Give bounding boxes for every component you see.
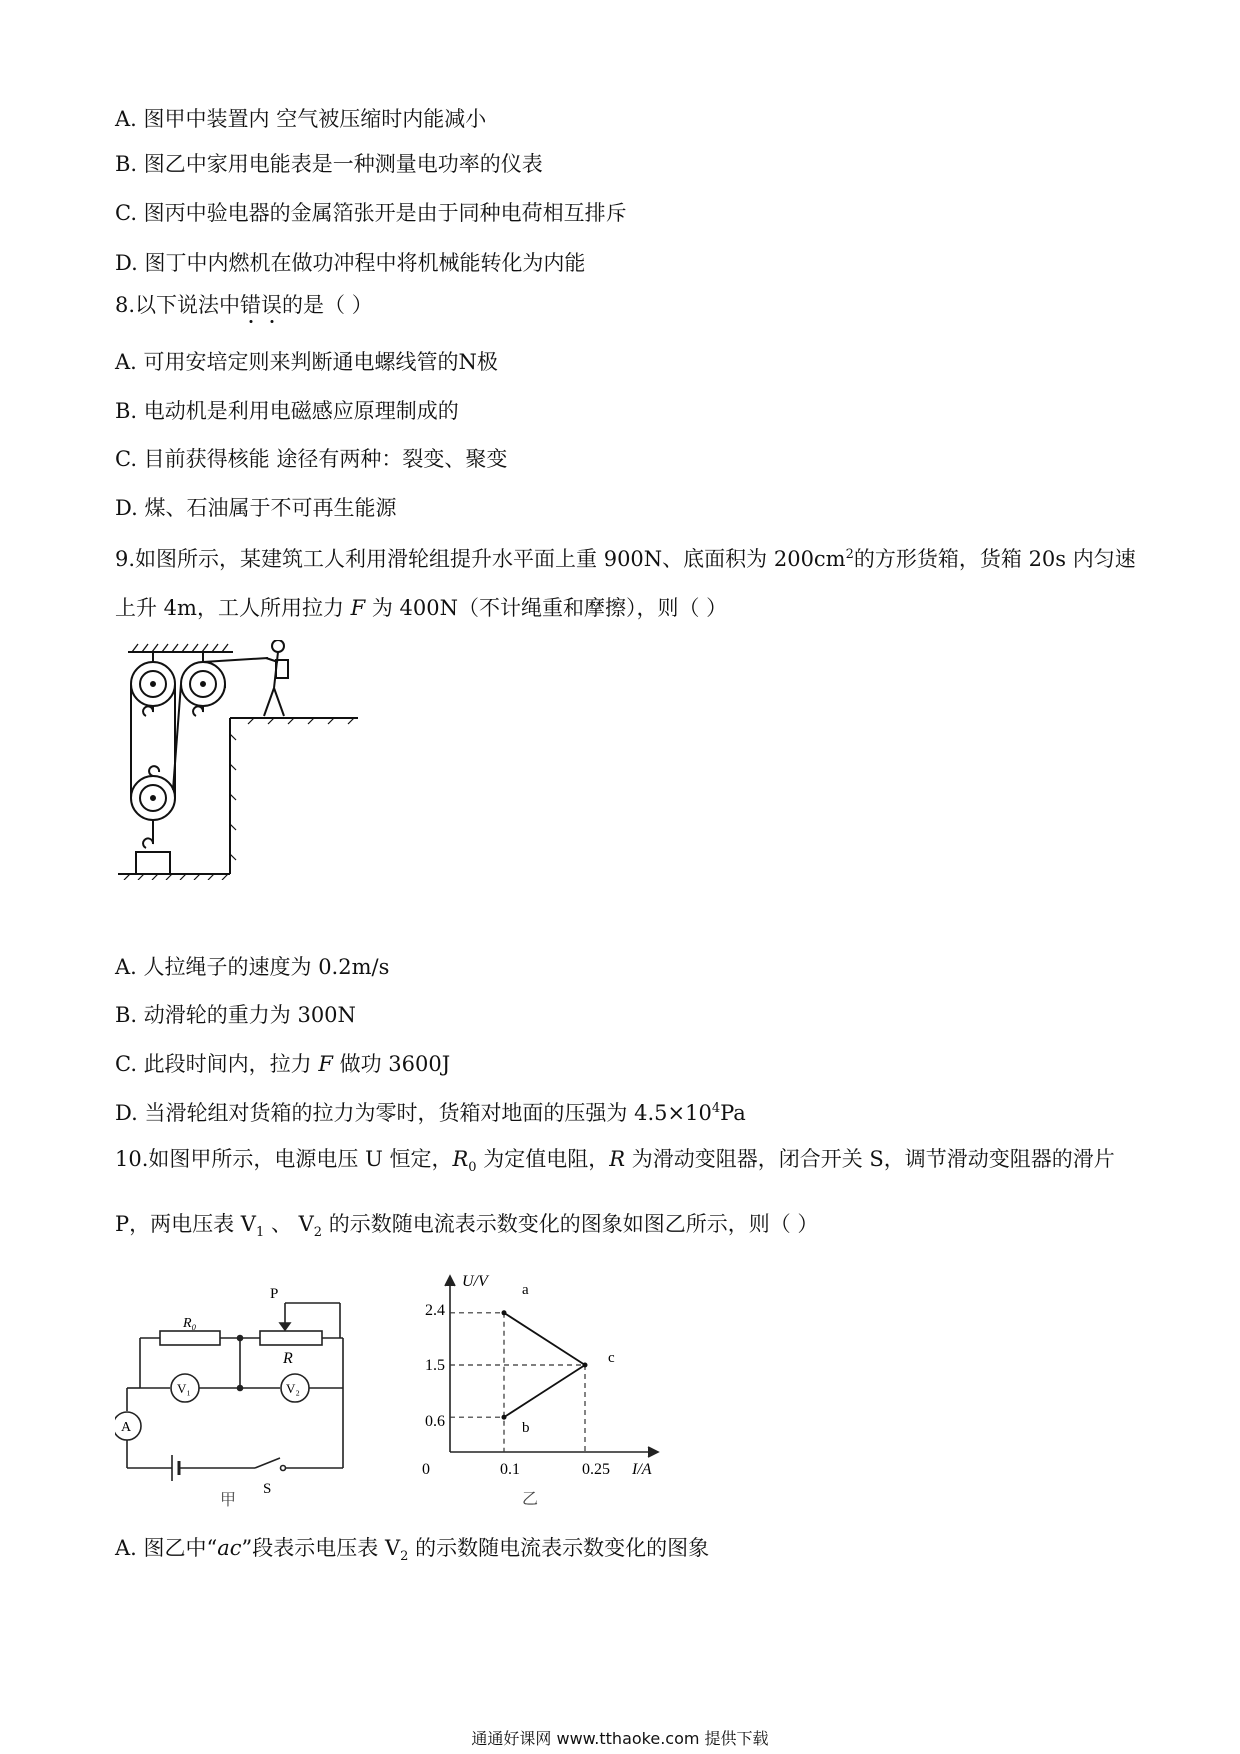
q9-option-a: A. 人拉绳子的速度为 0.2m/s	[115, 955, 390, 979]
q8-stem	[115, 293, 373, 318]
q10-option-a-ac: ac	[217, 1536, 242, 1560]
point-c-label: c	[608, 1350, 615, 1366]
point-c	[583, 1363, 588, 1368]
segment-bc	[504, 1365, 585, 1417]
q9-option-b: B. 动滑轮的重力为 300N	[115, 1003, 356, 1027]
graph-layer	[450, 1310, 588, 1452]
q9-option-c	[115, 1052, 450, 1077]
q9-line2-text: 上升 4m，工人所用拉力	[115, 596, 351, 620]
q10-option-a	[115, 1536, 710, 1565]
label-s: S	[263, 1481, 272, 1497]
q10-r-symbol: R	[609, 1147, 626, 1171]
q9-option-d	[115, 1101, 746, 1126]
rope-to-worker	[203, 658, 268, 662]
q8-option-d: D. 煤、石油属于不可再生能源	[115, 496, 397, 520]
slider-arrow	[280, 1323, 290, 1330]
q10-line2-text: P，两电压表 V	[115, 1212, 256, 1236]
circuit-diagram	[115, 1283, 385, 1508]
q8-stem-before: 8.以下说法中	[115, 293, 241, 317]
q10-line1-text: 10.如图甲所示，电源电压 U 恒定，	[115, 1147, 453, 1171]
resistor-r0	[160, 1331, 220, 1345]
circuit-caption: 甲	[220, 1492, 237, 1508]
q8-emphasis-1: 错	[240, 293, 262, 317]
ytick-1.5: 1.5	[425, 1357, 445, 1374]
label-v1: V₁	[177, 1381, 191, 1396]
q10-line2-text-c: 的示数随电流表示数变化的图象如图乙所示，则（ ）	[322, 1212, 819, 1236]
q10-option-a-text-c: 的示数随电流表示数变化的图象	[408, 1536, 710, 1560]
x-axis-label: I/A	[632, 1461, 652, 1478]
label-a: A	[121, 1420, 132, 1435]
q9-option-c-text-b: 做功 3600J	[332, 1052, 451, 1076]
q9-option-d-sup: 4	[711, 1101, 721, 1116]
q9-force-symbol: F	[350, 596, 366, 620]
q9-option-c-force: F	[318, 1052, 333, 1076]
q9-option-c-text: C. 此段时间内，拉力	[115, 1052, 319, 1076]
pulley-figure	[118, 640, 368, 880]
ui-graph	[410, 1272, 680, 1512]
label-r: R	[283, 1350, 293, 1367]
q10-v1-sub: 1	[255, 1225, 265, 1241]
q10-option-a-sub: 2	[400, 1549, 409, 1565]
point-a	[502, 1310, 507, 1315]
point-b	[502, 1415, 507, 1420]
q7-option-b: B. 图乙中家用电能表是一种测量电功率的仪表	[115, 152, 543, 176]
ceiling-hatch	[132, 644, 228, 652]
worker-figure	[264, 640, 288, 716]
q8-stem-after: 的是（ ）	[282, 293, 373, 317]
q9-stem-line1	[115, 547, 1136, 572]
label-r0: R₀	[183, 1316, 197, 1331]
q9-option-d-text-b: Pa	[720, 1101, 746, 1125]
point-b-label: b	[522, 1420, 530, 1436]
q9-line1-sup: 2	[845, 547, 854, 562]
q7-option-a: A. 图甲中装置内 空气被压缩时内能减小	[115, 107, 487, 131]
q10-stem-line2	[115, 1212, 819, 1241]
label-p: P	[270, 1286, 279, 1302]
q10-line1-text-b: 为定值电阻，	[476, 1147, 610, 1171]
q9-line1-text: 9.如图所示，某建筑工人利用滑轮组提升水平面上重 900N、底面积为 200cm	[115, 547, 846, 571]
q10-line2-text-b: 、 V	[264, 1212, 314, 1236]
switch-s	[255, 1458, 280, 1468]
origin-label: 0	[422, 1461, 430, 1478]
segment-ac	[504, 1313, 585, 1365]
y-axis-label: U/V	[462, 1273, 488, 1290]
q8-option-a: A. 可用安培定则来判断通电螺线管的N极	[115, 350, 498, 374]
q9-option-d-text: D. 当滑轮组对货箱的拉力为零时，货箱对地面的压强为 4.5×10	[115, 1101, 712, 1125]
label-v2: V₂	[286, 1381, 300, 1396]
q10-line1-text-c: 为滑动变阻器，闭合开关 S，调节滑动变阻器的滑片	[625, 1147, 1115, 1171]
q8-option-c: C. 目前获得核能 途径有两种：裂变、聚变	[115, 447, 508, 471]
graph-caption: 乙	[522, 1491, 539, 1508]
q10-r0-sub: 0	[468, 1160, 477, 1176]
q7-option-d: D. 图丁中内燃机在做功冲程中将机械能转化为内能	[115, 251, 586, 275]
rheostat-r	[260, 1331, 322, 1345]
point-a-label: a	[522, 1282, 529, 1298]
q9-stem-line2	[115, 596, 727, 621]
q10-stem-line1	[115, 1147, 1115, 1176]
q10-v2-sub: 2	[313, 1225, 323, 1241]
xtick-0.25: 0.25	[582, 1461, 610, 1478]
q9-line1-text-b: 的方形货箱，货箱 20s 内匀速	[853, 547, 1136, 571]
q7-option-c: C. 图丙中验电器的金属箔张开是由于同种电荷相互排斥	[115, 201, 627, 225]
q10-r0-symbol: R	[452, 1147, 469, 1171]
page-footer: 通通好课网 www.tthaoke.com 提供下载	[471, 1729, 769, 1748]
ytick-0.6: 0.6	[425, 1413, 445, 1430]
q8-option-b: B. 电动机是利用电磁感应原理制成的	[115, 399, 459, 423]
ytick-2.4: 2.4	[425, 1302, 445, 1319]
q9-line2-text-b: 为 400N（不计绳重和摩擦），则（ ）	[365, 596, 728, 620]
crate	[136, 852, 170, 874]
q10-option-a-text: A. 图乙中“	[115, 1536, 218, 1560]
q8-emphasis-2: 误	[261, 293, 283, 317]
xtick-0.1: 0.1	[500, 1461, 520, 1478]
q10-option-a-text-b: ”段表示电压表 V	[241, 1536, 401, 1560]
